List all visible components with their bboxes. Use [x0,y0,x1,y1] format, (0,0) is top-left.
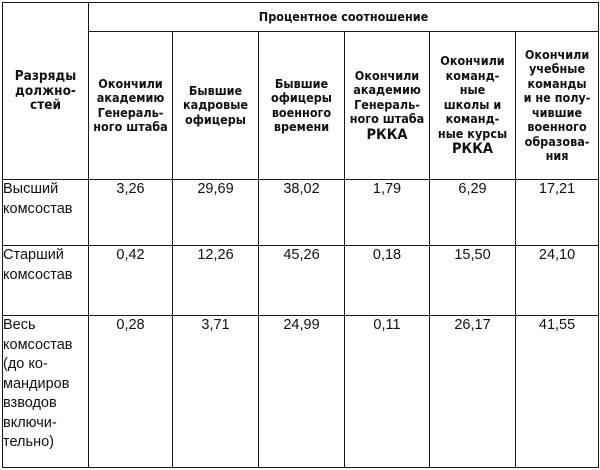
row-label-line: Высший [3,181,59,197]
column-header [516,32,599,180]
column-header [173,32,259,180]
column-header [259,32,345,180]
column-header-line: военного [271,104,332,120]
table-cell: 3,26 [89,180,173,246]
column-header-line: РККА [452,141,493,157]
column-header-line: чившие [531,104,583,120]
column-header-line: команды [527,75,587,91]
column-header-line: школы и [443,96,502,112]
table-cell: 17,21 [516,180,599,246]
column-header-line: академию [353,82,421,97]
row-header-line: должно- [15,82,76,99]
table-cell: 0,42 [89,246,173,316]
column-header-line: и не полу- [523,90,591,105]
row-header-line: Разряды [14,68,77,85]
row-label-line: комсостав [3,200,73,217]
table-cell: 24,99 [259,316,345,468]
table-cell: 6,29 [430,180,516,246]
table-cell: 24,10 [516,246,599,316]
row-label-line: Старший [3,247,64,263]
table-cell: 0,18 [345,246,430,316]
table-cell: 29,69 [173,180,259,246]
group-header: Процентное соотношение [89,3,599,32]
column-header-line: кадровые [183,97,248,113]
row-label-line: (до ко- [3,356,48,372]
header-row-columns [3,32,599,180]
column-header-line: ные [459,82,486,97]
row-label [3,180,89,246]
column-header-line: ные курсы [437,125,508,141]
row-header-line: стей [30,97,61,114]
row-label [3,316,89,468]
header-row-group [3,3,599,32]
row-label-line: тельно) [3,434,54,450]
column-header-line: военного [527,119,587,134]
column-header-line: ного штаба [349,111,425,126]
table-cell: 15,50 [430,246,516,316]
column-header-line: Генераль- [97,104,164,120]
column-header-line: учебные [528,61,586,76]
table-cell: 0,11 [345,316,430,468]
column-header-line: Бывшие [274,75,329,91]
column-header-line: команд- [445,67,500,83]
column-header-line: ния [545,148,569,163]
table-cell: 12,26 [173,246,259,316]
row-label-line: комсостав [3,336,73,353]
row-label-line: включи- [3,414,57,431]
column-header-line: команд- [445,111,500,126]
table-row [3,246,599,316]
table-cell: 38,02 [259,180,345,246]
row-label-line: Весь [3,317,36,333]
column-header-line: ного штаба [93,119,168,134]
column-header [345,32,430,180]
column-header-line: времени [273,119,330,134]
table-cell: 1,79 [345,180,430,246]
row-label-line: взводов [3,395,57,411]
table-cell: 41,55 [516,316,599,468]
table-row [3,180,599,246]
table-row [3,316,599,468]
column-header-line: Окончили [98,75,163,91]
column-header-line: офицеры [185,111,246,127]
column-header-line: Окончили [354,67,420,83]
column-header-line: РККА [366,126,408,143]
table-cell: 45,26 [259,246,345,316]
column-header [89,32,173,180]
column-header-line: Окончили [440,53,505,68]
column-header-line: образова- [524,133,590,149]
data-table [2,2,599,468]
row-header-cell [3,3,89,180]
row-label-line: мандиров [3,375,70,392]
column-header-line: академию [96,90,165,105]
column-header-line: Окончили [524,46,590,62]
column-header-line: офицеры [271,90,332,105]
row-label-line: комсостав [3,266,73,283]
column-header [430,32,516,180]
row-label [3,246,89,316]
column-header-line: Генераль- [354,96,420,112]
column-header-line: Бывшие [188,82,243,98]
table-cell: 3,71 [173,316,259,468]
table-cell: 0,28 [89,316,173,468]
table-cell: 26,17 [430,316,516,468]
